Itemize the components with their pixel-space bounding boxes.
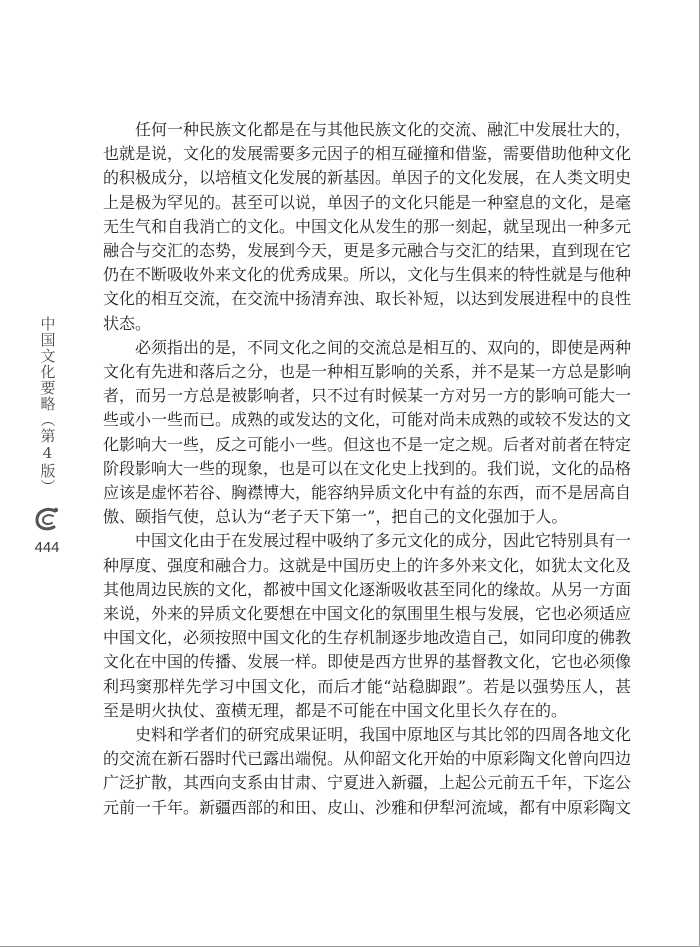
book-title: 中国文化要略（第4版） xyxy=(38,316,57,495)
page-number: 444 xyxy=(34,539,60,556)
paragraph-1: 任何一种民族文化都是在与其他民族文化的交流、融汇中发展壮大的，也就是说，文化的发展需要多元因子的相互碰撞和借鉴，需要借助他种文化的积极成分，以培植文化发展的新基因。单因子的文化发展，在人类文明史上是极为罕见的。甚至可以说，单因子的文化只能是一种窒息的文化，是毫无生气和自我消亡的文化。中国文化从发生的那一刻起，就呈现出一种多元融合与交汇的态势，发展到今天，更是多元融合与交汇的结果，直到现在它仍在不断吸收外来文化的优秀成果。所以，文化与生俱来的特性就是与他种文化的相互交流，在交流中扬清弃浊、取长补短，以达到发展进程中的良性状态。 xyxy=(103,120,632,333)
chapter-mark-icon xyxy=(33,505,61,533)
paragraph-3: 中国文化由于在发展过程中吸纳了多元文化的成分，因此它特别具有一种厚度、强度和融合力。这就是中国历史上的许多外来文化，如犹太文化及其他周边民族的文化，都被中国文化逐渐吸收甚至同化的缘故。从另一方面来说，外来的异质文化要想在中国文化的氛围里生根与发展，它也必须适应中国文化，必须按照中国文化的生存机制逐步地改造自己，如同印度的佛教文化在中国的传播、发展一样。即使是西方世界的基督教文化，它也必须像利玛窦那样先学习中国文化，而后才能“站稳脚跟”。若是以强势压人，甚至是明火执仗、蛮横无理，都是不可能在中国文化里长久存在的。 xyxy=(103,531,632,720)
body-text xyxy=(103,118,631,820)
paragraph-4: 史料和学者们的研究成果证明，我国中原地区与其比邻的四周各地文化的交流在新石器时代已露出端倪。从仰韶文化开始的中原彩陶文化曾向四边广泛扩散，其西向支系由甘肃、宁夏进入新疆，上起公元前五千年，下迄公元前一千年。新疆西部的和田、皮山、沙雅和伊犁河流域，都有中原彩陶文 xyxy=(103,725,632,817)
paragraph-2: 必须指出的是，不同文化之间的交流总是相互的、双向的，即使是两种文化有先进和落后之分，也是一种相互影响的关系，并不是某一方总是影响者，而另一方总是被影响者，只不过有时候某一方对另一方的影响可能大一些或小一些而已。成熟的或发达的文化，可能对尚未成熟的或较不发达的文化影响大一些，反之可能小一些。但这也不是一定之规。后者对前者在特定阶段影响大一些的现象，也是可以在文化史上找到的。我们说，文化的品格应该是虚怀若谷、胸襟博大，能容纳异质文化中有益的东西，而不是居高自傲、颐指气使，总认为“老子天下第一”，把自己的文化强加于人。 xyxy=(103,337,632,527)
running-header xyxy=(32,316,62,556)
